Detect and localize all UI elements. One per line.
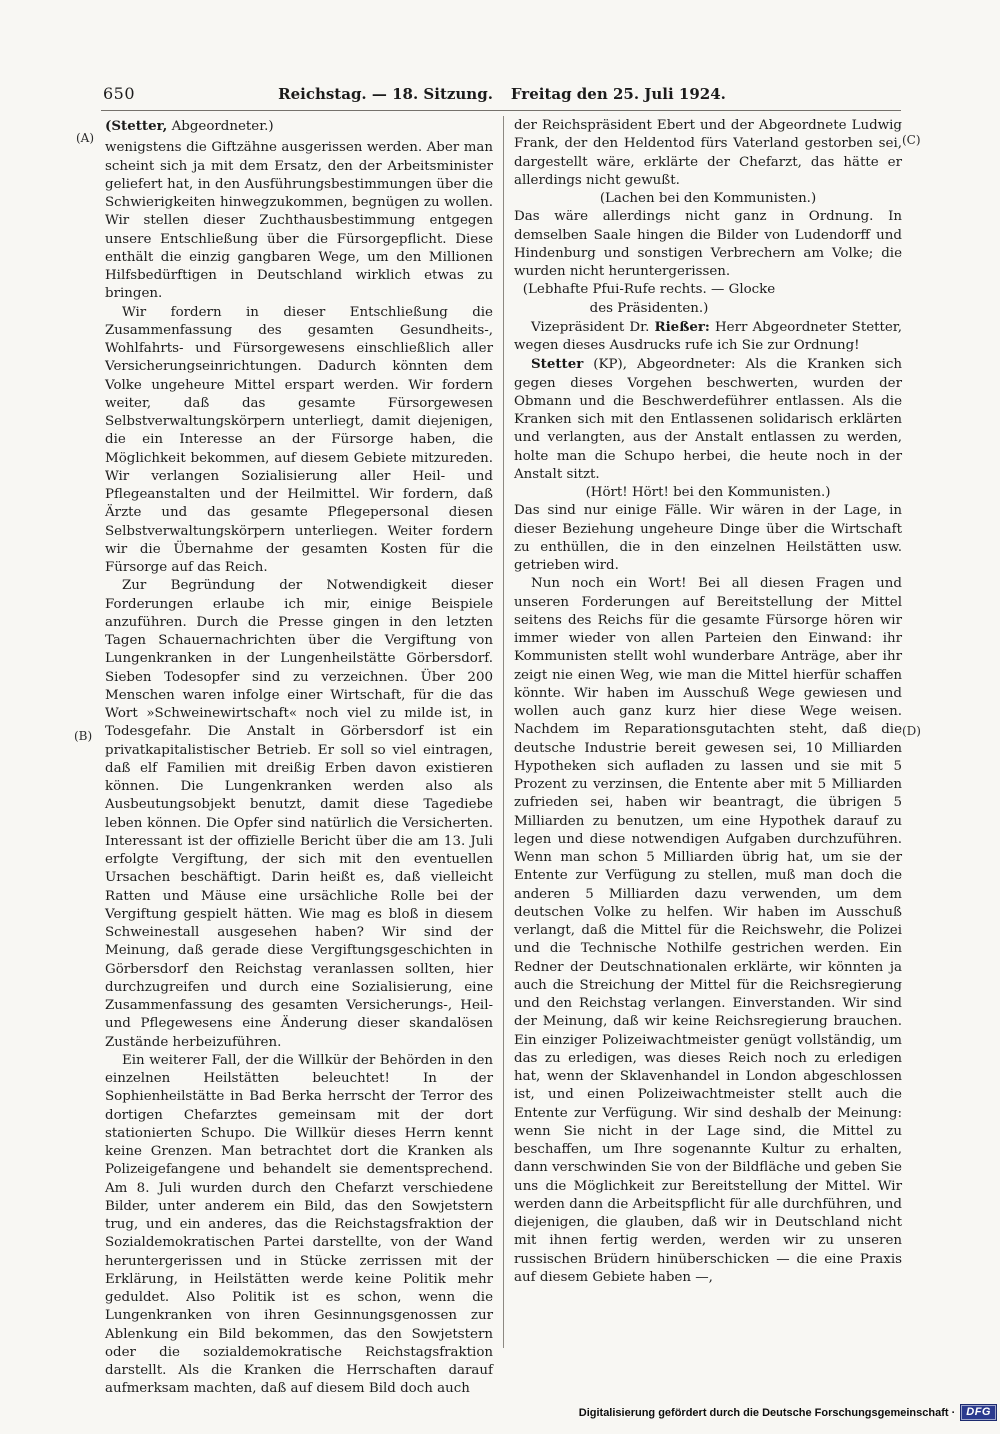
- running-head: [102, 85, 902, 103]
- dfg-logo: DFG: [960, 1404, 997, 1421]
- right-column: [514, 117, 902, 1287]
- paragraph: Zur Begründung der Notwendigkeit dieser Forderungen erlaube ich mir, einige Beispiele anzuführen. Durch die Presse gingen in den letzten Tagen Schauernachrichten über die Vergiftung von Lungenkranken in der Lungenheilstätte Görbersdorf. Sieben Todesopfer sind zu verzeichnen. Über 200 Menschen waren infolge einer Wirtschaft, für die das Wort »Schweinewirtschaft« noch viel zu milde ist, in Todesgefahr. Die Anstalt in Görbersdorf ist ein privatkapitalistischer Betrieb. Er soll so viel eintragen, daß elf Familien mit dreißig Erben davon existieren können. Die Lungenkranken werden also als Ausbeutungsobjekt benutzt, damit diese Tagediebe leben können. Die Opfer sind natürlich die Versicherten. Interessant ist der offizielle Bericht über die am 13. Juli erfolgte Vergiftung, der sich mit den eventuellen Ursachen beschäftigt. Darin heißt es, daß vielleicht Ratten und Mäuse eine ursächliche Rolle bei der Vergiftung gespielt hätten. Wie mag es bloß in diesem Schweinestall ausgesehen haben? Wir sind der Meinung, daß gerade diese Vergiftungsgeschichten in Görbersdorf den Reichstag veranlassen sollten, hier durchzugreifen und durch eine Sozialisierung, eine Zusammenfassung des gesamten Versicherungs-, Heil- und Pflegewesens eine Änderung dieser skandalösen Zustände herbeizuführen.: [105, 578, 493, 1050]
- column-divider-rule: [503, 116, 504, 1348]
- margin-label-b: (B): [74, 729, 93, 743]
- left-column: [105, 117, 493, 1399]
- paragraph-stetter-speech: [514, 355, 902, 484]
- page-number: 650: [103, 84, 136, 103]
- paragraph: Wir fordern in dieser Entschließung die Zusammenfassung des gesamten Gesundheits-, Wohlfahrts- und Fürsorgewesens einschließlich aller Versicherungseinrichtungen. Dadurch könnten dem Volke ungeheure Mittel erspart werden. Wir fordern weiter, daß das gesamte Fürsorgewesen Selbstverwaltungskörpern unterliegt, damit diejenigen, die ein Interesse an der Fürsorge haben, die Möglichkeit bekommen, auf diesem Gebiete mitzureden. Wir verlangen Sozialisierung aller Heil- und Pflegeanstalten und der Heilmittel. Wir fordern, daß Ärzte und das gesamte Pflegepersonal diesen Selbstverwaltungskörpern unterliegen. Weiter fordern wir die Übernahme der gesamten Kosten für die Fürsorge auf das Reich.: [105, 304, 493, 575]
- stage-direction: (Lachen bei den Kommunisten.): [599, 191, 817, 206]
- stetter-statement: (KP), Abgeordneter: Als die Kranken sich gegen dieses Vorgehen beschwerten, wurden der Obmann und die Beschwerdeführer entlassen. Als die Kranken sich mit den Entlassenen solidarisch erklärten und verlangten, aus der Anstalt entlassen zu werden, holte man die Schupo herbei, die heute noch in der Anstalt sitzt.: [514, 357, 902, 482]
- margin-label-d: (D): [902, 724, 921, 738]
- stage-direction: (Lebhafte Pfui-Rufe rechts. — Glocke des Präsidenten.): [522, 282, 776, 316]
- paragraph-vice-president: [514, 318, 902, 356]
- speaker-name: (Stetter,: [105, 118, 168, 134]
- paragraph: Das sind nur einige Fälle. Wir wären in der Lage, in dieser Beziehung ungeheure Dinge über die Wirtschaft zu enthüllen, die in den einzelnen Heilstätten usw. getrieben wird.: [514, 503, 902, 573]
- margin-label-c: (C): [902, 133, 921, 147]
- speaker-role: Abgeordneter.): [167, 119, 274, 134]
- paragraph: Das wäre allerdings nicht ganz in Ordnung. In demselben Saale hingen die Bilder von Ludendorff und Hindenburg und sonstigen Verbrechern am Volke; die wurden nicht heruntergerissen.: [514, 209, 902, 279]
- vp-statement: Herr Abgeordneter Stetter, wegen dieses Ausdrucks rufe ich Sie zur Ordnung!: [514, 319, 902, 353]
- running-head-date: Freitag den 25. Juli 1924.: [510, 85, 726, 103]
- stetter-name: Stetter: [531, 356, 584, 373]
- paragraph: wenigstens die Giftzähne ausgerissen werden. Aber man scheint sich ja mit dem Ersatz, den der Arbeitsminister geliefert hat, in den Ausführungsbestimmungen über die Schwierigkeiten hinwegzukommen, begnügen zu wollen. Wir stellen dieser Zuchthausbestimmung entgegen unsere Entschließung über die Fürsorgepflicht. Diese enthält die einzig gangbaren Wege, um den Millionen Hilfsbedürftigen in Deutschland wirklich etwas zu bringen.: [105, 140, 493, 302]
- vp-title: Vizepräsident Dr.: [531, 319, 655, 335]
- paragraph: der Reichspräsident Ebert und der Abgeordnete Ludwig Frank, der den Heldentod fürs Vaterland gestorben sei, dargestellt wäre, erklärte der Chefarzt, das hätte er allerdings nicht gewußt.: [514, 118, 902, 188]
- digitization-credit: Digitalisierung gefördert durch die Deutsche Forschungsgemeinschaft ·: [578, 1406, 956, 1419]
- running-head-session: Reichstag. — 18. Sitzung.: [278, 85, 493, 103]
- margin-label-a: (A): [76, 131, 95, 145]
- speaker-continuation-note: [105, 117, 493, 136]
- stage-direction: (Hört! Hört! bei den Kommunisten.): [585, 485, 831, 500]
- paragraph: Nun noch ein Wort! Bei all diesen Fragen und unseren Forderungen auf Bereitstellung der Mittel seitens des Reichs für die gesamte Fürsorge hören wir immer wieder von allen Parteien den Einwand: ihr Kommunisten stellt wohl wunderbare Anträge, aber ihr zeigt nie einen Weg, wie man die Mittel hierfür schaffen könnte. Wir haben im Ausschuß Wege gewiesen und wollen auch ganz kurz hier diese Wege weisen. Nachdem im Reparationsgutachten steht, daß die deutsche Industrie bereit gewesen sei, 10 Milliarden Hypotheken sich aufladen zu lassen und sie mit 5 Prozent zu verzinsen, die Entente aber mit 5 Milliarden zufrieden sei, haben wir beantragt, die übrigen 5 Milliarden zu benutzen, um eine Hypothek darauf zu legen und diese notwendigen Aufgaben durchzuführen. Wenn man schon 5 Milliarden übrig hat, um sie der Entente zur Verfügung zu stellen, muß man doch die anderen 5 Milliarden dazu verwenden, um dem deutschen Volke zu helfen. Wir haben im Ausschuß verlangt, daß die Mittel für die Reichswehr, die Polizei und die Technische Nothilfe gestrichen werden. Ein Redner der Deutschnationalen erklärte, wir könnten ja auch die Streichung der Mittel für die Reichsregierung und den Reichstag verlangen. Einverstanden. Wir sind der Meinung, daß wir keine Reichsregierung brauchen. Ein einziger Polizeiwachtmeister genügt vollständig, um das zu erledigen, was dieses Reich noch zu erledigen hat, wenn der Sklavenhandel in London abgeschlossen ist, und einen Polizeiwachtmeister stellt auch die Entente zur Verfügung. Wir sind deshalb der Meinung: wenn Sie nicht in der Lage sind, die Mittel zu beschaffen, um Ihre sogenannte Kultur zu erhalten, dann verschwinden Sie von der Bildfläche und geben Sie uns die Möglichkeit zur Bereitstellung der Mittel. Wir werden dann die Arbeitspflicht für alle durchführen, und diejenigen, die glauben, daß wir in Deutschland nicht mit ihnen fertig werden, werden wir zu unseren russischen Brüdern hinüberschicken — die eine Praxis auf diesem Gebiete haben —,: [514, 576, 902, 1285]
- vp-name: Rießer:: [654, 318, 710, 335]
- header-rule: [101, 110, 901, 111]
- digitization-footer: [579, 1404, 997, 1421]
- paragraph: Ein weiterer Fall, der die Willkür der Behörden in den einzelnen Heilstätten beleuchtet! In der Sophienheilstätte in Bad Berka herrscht der Terror des dortigen Chefarztes gemeinsam mit der dort stationierten Schupo. Die Willkür dieses Herrn kennt keine Grenzen. Man betrachtet dort die Kranken als Polizeigefangene und behandelt sie dementsprechend. Am 8. Juli wurden durch den Chefarzt verschiedene Bilder, unter anderem ein Bild, das den Sowjetstern trug, und ein anderes, das die Reichstagsfraktion der Sozialdemokratischen Partei darstellte, von der Wand heruntergerissen und in Stücke zerrissen mit der Erklärung, in Heilstätten werde keine Politik mehr geduldet. Also Politik ist es schon, wenn die Lungenkranken von ihren Gesinnungsgenossen zur Ablenkung ein Bild bekommen, das den Sowjetstern oder die sozialdemokratische Reichstagsfraktion darstellt. Als die Kranken die Herrschaften darauf aufmerksam machten, daß auf diesem Bild doch auch: [105, 1052, 493, 1397]
